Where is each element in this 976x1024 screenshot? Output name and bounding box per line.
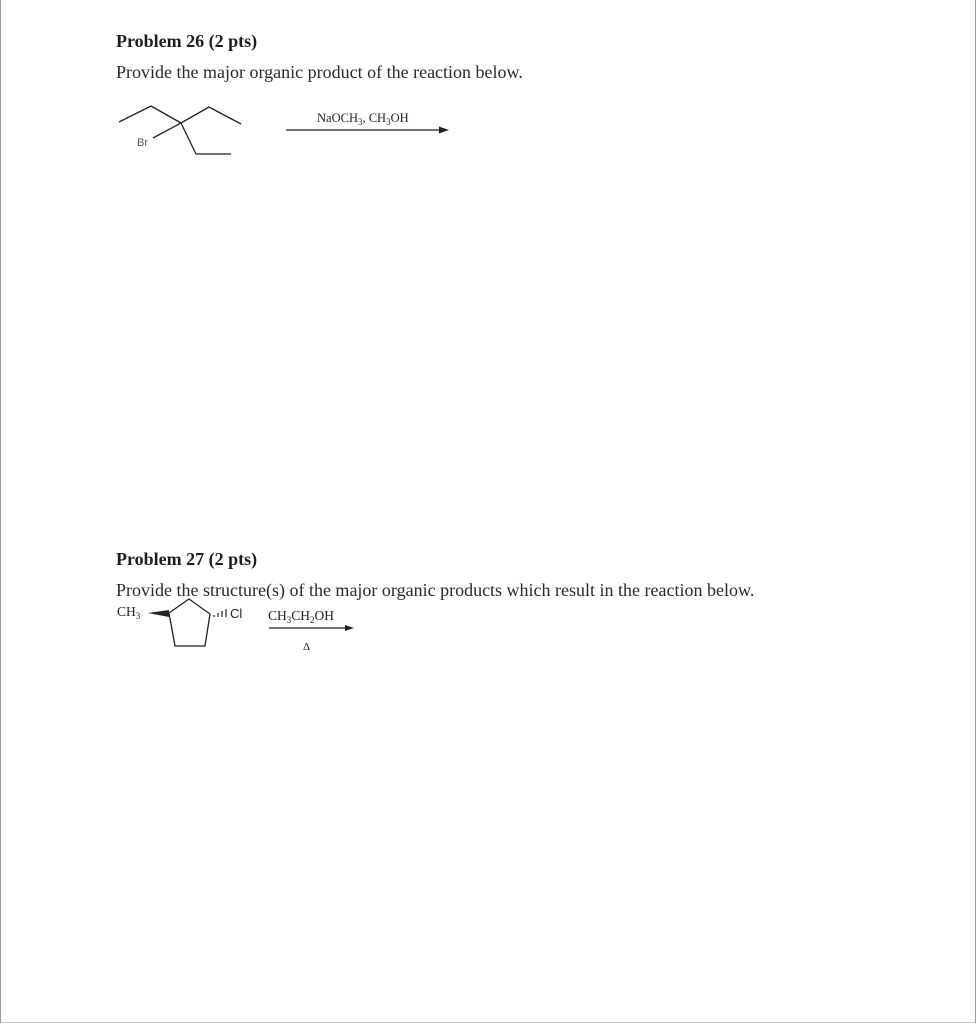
problem-26-prompt: Provide the major organic product of the reaction below. [116, 62, 523, 82]
problem-27-prompt: Provide the structure(s) of the major organic products which result in the reaction below. [116, 580, 755, 600]
problem-27-reaction-scheme [1, 0, 976, 1024]
svg-text:CH3: $CH_3$ [117, 604, 141, 621]
svg-text:NaOCH3, CH3OH: NaOCH$_3$, $CH_3OH$ [317, 111, 409, 127]
svg-text:CH3CH2OH: $CH_3CH_2OH$ [268, 608, 335, 625]
problem-27-reaction-arrow [269, 625, 354, 631]
cyclopentane-ring [169, 599, 210, 646]
wedge-bond [148, 610, 169, 617]
bromine-atom-label: Br [137, 137, 148, 149]
problem-27-substituent-ch3 [117, 604, 141, 621]
problem-27-reagent-label [268, 608, 334, 625]
hashed-bond [214, 609, 226, 617]
heat-symbol: Δ [303, 641, 311, 653]
chlorine-atom-label: Cl [230, 606, 243, 621]
problem-27-heading: Problem 27 (2 pts) [116, 549, 258, 569]
problem-26-heading: Problem 26 (2 pts) [116, 31, 258, 51]
